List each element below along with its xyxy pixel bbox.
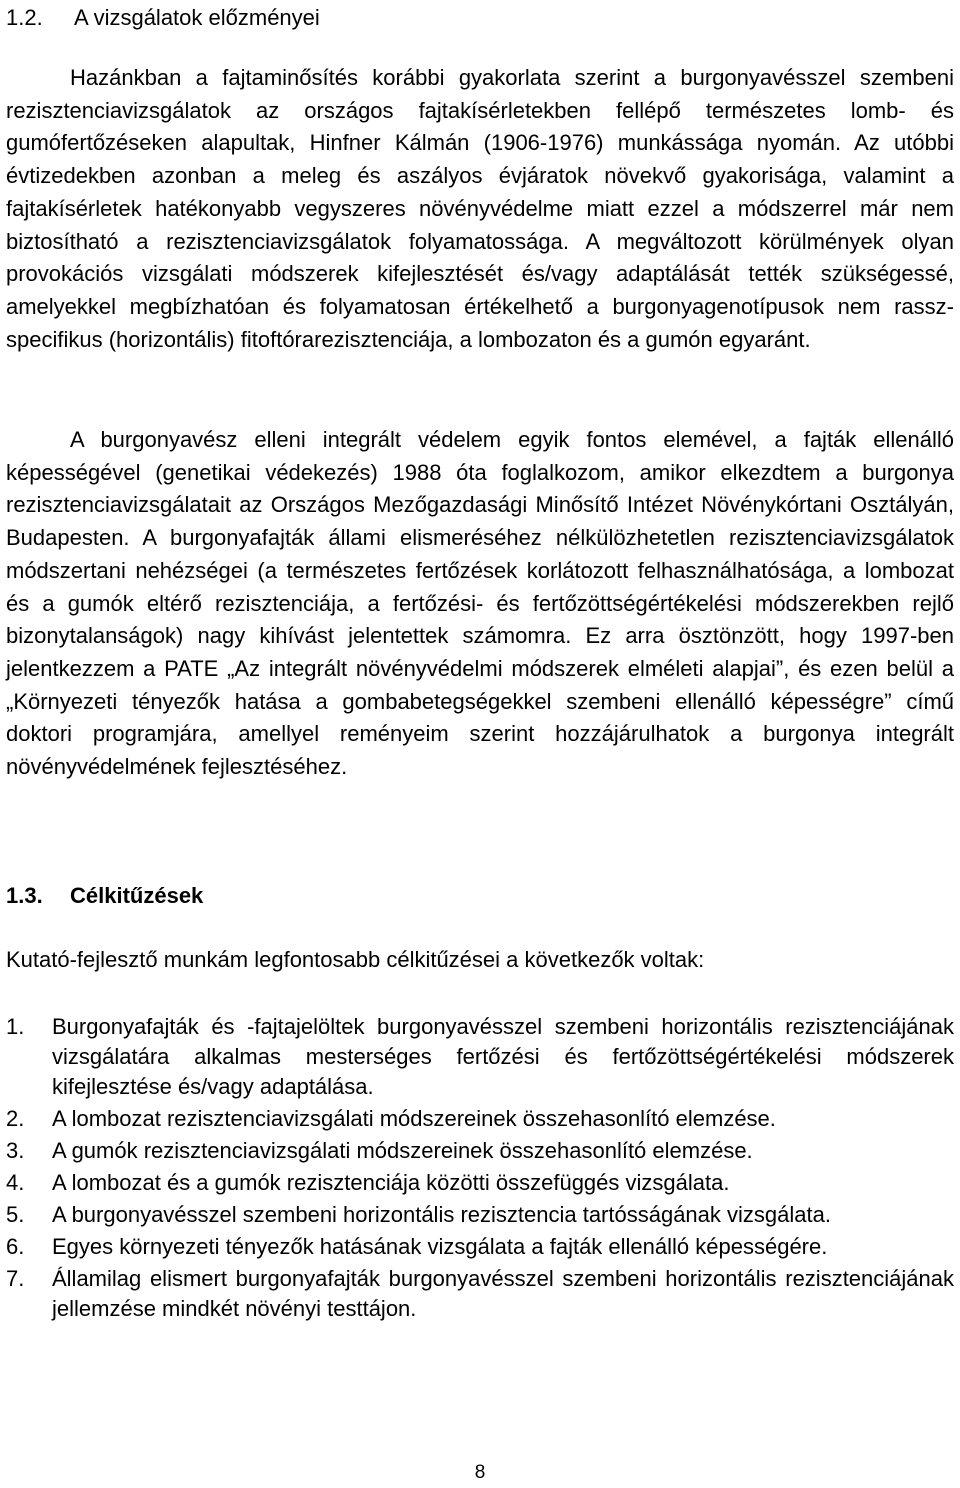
list-item-number: 5. <box>6 1202 25 1227</box>
section-title: Célkitűzések <box>70 883 204 908</box>
list-item <box>6 1012 954 1102</box>
list-item <box>6 1104 954 1134</box>
goals-list <box>6 1012 954 1326</box>
list-item-number: 2. <box>6 1106 25 1131</box>
list-item-text: Egyes környezeti tényezők hatásának vizsgálata a fajták ellenálló képességére. <box>52 1234 828 1259</box>
list-item-number: 3. <box>6 1138 25 1163</box>
paragraph-background: A burgonyavész elleni integrált védelem egyik fontos elemével, a fajták ellenálló képességével (genetikai védekezés) 1988 óta foglalkozom, amikor elkezdtem a burgonya rezisztenciavizsgálatait az Országos Mezőgazdasági Minősítő Intézet Növénykórtani Osztályán, Budapesten. A burgonyafajták állami elismeréséhez nélkülözhetetlen rezisztenciavizsgálatok módszertani nehézségei (a természetes fertőzések korlátozott felhasználhatósága, a lombozat és a gumók eltérő rezisztenciája, a fertőzési- és fertőzöttségértékelési módszerekben rejlő bizonytalanságok) nagy kihívást jelentettek számomra. Ez arra ösztönzött, hogy 1997-ben jelentkezzem a PATE „Az integrált növényvédelmi módszerek elméleti alapjai”, és ezen belül a „Környezeti tényezők hatása a gombabetegségekkel szembeni ellenálló képességre” című doktori programjára, amellyel reményeim szerint hozzájárulhatok a burgonya integrált növényvédelmének fejlesztéséhez. <box>6 427 954 780</box>
section-number: 1.3. <box>6 883 43 908</box>
list-item-text: Államilag elismert burgonyafajták burgonyavésszel szembeni horizontális rezisztenciájának jellemzése mindkét növényi testtájon. <box>52 1266 954 1321</box>
list-item-text: A burgonyavésszel szembeni horizontális rezisztencia tartósságának vizsgálata. <box>52 1202 831 1227</box>
goals-intro: Kutató-fejlesztő munkám legfontosabb célkitűzései a következők voltak: <box>6 947 705 972</box>
list-item <box>6 1168 954 1198</box>
list-item-number: 4. <box>6 1170 25 1195</box>
list-item-text: A lombozat és a gumók rezisztenciája közötti összefüggés vizsgálata. <box>52 1170 730 1195</box>
list-item-text: A lombozat rezisztenciavizsgálati módszereinek összehasonlító elemzése. <box>52 1106 776 1131</box>
list-item <box>6 1264 954 1324</box>
paragraph-history: Hazánkban a fajtaminősítés korábbi gyakorlata szerint a burgonyavésszel szembeni rezisztenciavizsgálatok az országos fajtakísérletekben fellépő természetes lomb- és gumófertőzéseken alapultak, Hinfner Kálmán (1906-1976) munkássága nyomán. Az utóbbi évtizedekben azonban a meleg és aszályos évjáratok növekvő gyakorisága, valamint a fajtakísérletek hatékonyabb vegyszeres növényvédelme miatt ezzel a módszerrel már nem biztosítható a rezisztenciavizsgálatok folyamatossága. A megváltozott körülmények olyan provokációs vizsgálati módszerek kifejlesztését és/vagy adaptálását tették szükségessé, amelyekkel megbízhatóan és folyamatosan értékelhető a burgonyagenotípusok nem rassz-specifikus (horizontális) fitoftórarezisztenciája, a lombozaton és a gumón egyaránt. <box>6 65 954 352</box>
section-heading-1-3 <box>6 880 954 912</box>
section-number: 1.2. <box>6 5 43 30</box>
list-item-number: 6. <box>6 1234 25 1259</box>
page-number: 8 <box>474 1462 486 1483</box>
list-item <box>6 1232 954 1262</box>
section-heading-1-2 <box>6 2 954 34</box>
list-item-number: 1. <box>6 1014 25 1039</box>
section-title: A vizsgálatok előzményei <box>74 5 320 30</box>
list-item-text: Burgonyafajták és -fajtajelöltek burgonyavésszel szembeni horizontális rezisztenciájának vizsgálatára alkalmas mesterséges fertőzési és fertőzöttségértékelési módszerek kifejlesztése és/vagy adaptálása. <box>52 1014 954 1099</box>
list-item <box>6 1200 954 1230</box>
list-item <box>6 1136 954 1166</box>
list-item-text: A gumók rezisztenciavizsgálati módszereinek összehasonlító elemzése. <box>52 1138 753 1163</box>
list-item-number: 7. <box>6 1266 25 1291</box>
